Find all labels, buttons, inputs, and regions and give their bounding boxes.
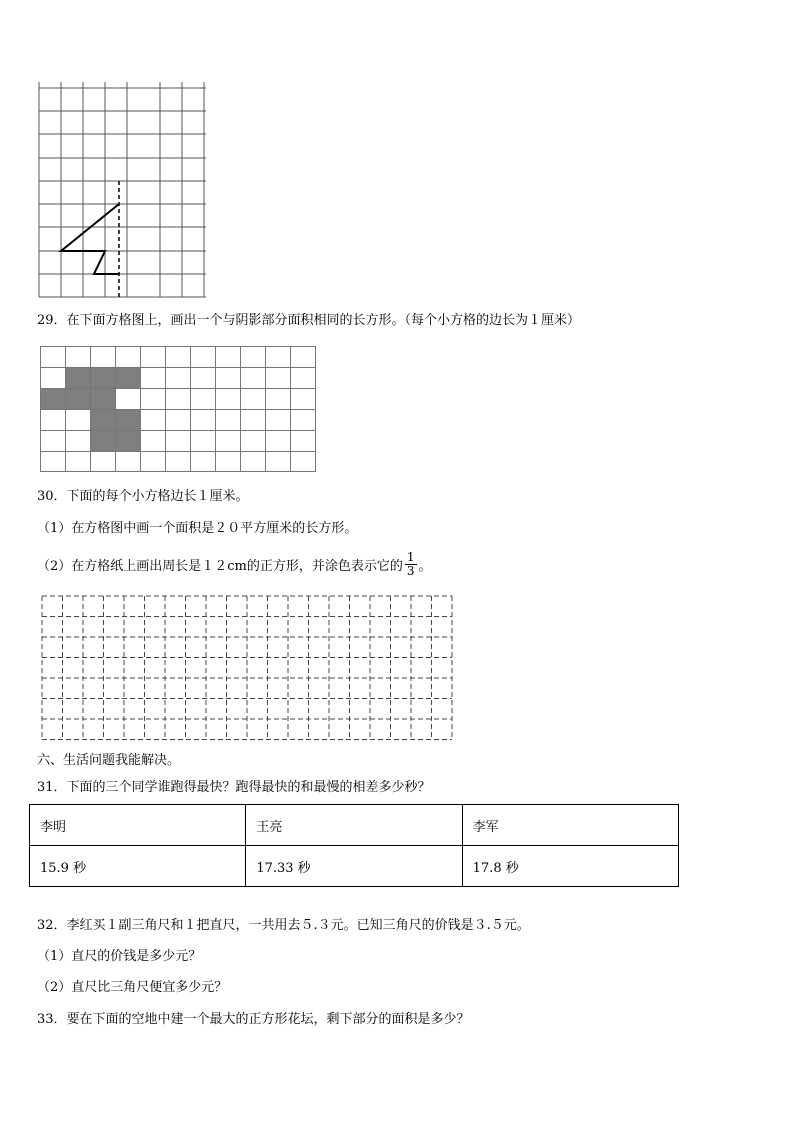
q30-part2-prefix: （2）在方格纸上画出周长是１２cm的正方形，并涂色表示它的 — [37, 559, 403, 574]
table-row — [30, 805, 679, 846]
time-cell: 17.8 秒 — [462, 846, 678, 887]
section6-title: 六、生活问题我能解决。 — [37, 753, 181, 768]
name-cell: 李明 — [30, 805, 246, 846]
shaded-area-grid — [38, 345, 318, 473]
symmetry-grid-lines — [39, 82, 206, 297]
q30-part1: （1）在方格图中画一个面积是２０平方厘米的长方形。 — [37, 521, 358, 536]
symmetry-grid-figure — [35, 82, 210, 302]
q31-text: 31．下面的三个同学谁跑得最快？跑得最快的和最慢的相差多少秒？ — [37, 780, 431, 795]
name-cell: 王亮 — [246, 805, 462, 846]
q30-part2-suffix: 。 — [418, 559, 432, 574]
dashed-grid-lines — [42, 596, 452, 740]
dashed-square-grid — [38, 592, 458, 742]
q30-title: 30．下面的每个小方格边长１厘米。 — [37, 489, 249, 504]
half-shape — [61, 204, 119, 274]
time-cell: 17.33 秒 — [246, 846, 462, 887]
fraction-denominator: 3 — [406, 564, 415, 578]
q32-text: 32．李红买１副三角尺和１把直尺，一共用去５.３元。已知三角尺的价钱是３.５元。 — [37, 918, 530, 933]
q32-part2: （2）直尺比三角尺便宜多少元？ — [37, 980, 228, 995]
q33-text: 33．要在下面的空地中建一个最大的正方形花坛，剩下部分的面积是多少？ — [37, 1012, 470, 1027]
race-times-table — [29, 804, 679, 887]
q30-part2 — [37, 550, 432, 580]
name-cell: 李军 — [462, 805, 678, 846]
q32-part1: （1）直尺的价钱是多少元？ — [37, 949, 202, 964]
time-cell: 15.9 秒 — [30, 846, 246, 887]
table-row — [30, 846, 679, 887]
q29-text: 29．在下面方格图上，画出一个与阴影部分面积相同的长方形。（每个小方格的边长为１厘米） — [37, 313, 581, 328]
fraction-numerator: 1 — [406, 550, 415, 564]
fraction-one-third — [405, 551, 417, 578]
